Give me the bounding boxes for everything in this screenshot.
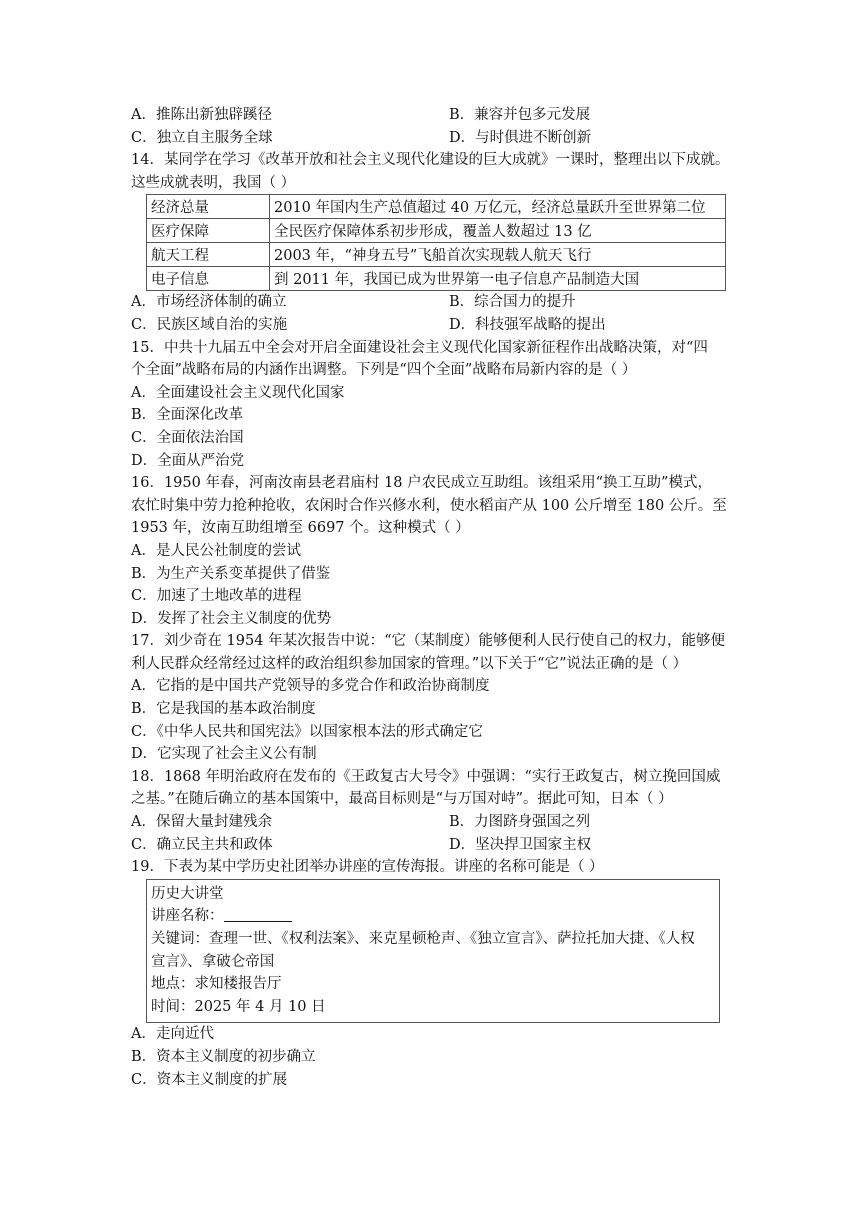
q17-stem-cont: 利人民群众经常经过这样的政治组织参加国家的管理。”以下关于“它”说法正确的是（ ） <box>131 655 688 672</box>
q18-options-row-1 <box>131 811 731 834</box>
q19-option-a[interactable]: A．走向近代 <box>131 1026 214 1043</box>
q15-option-d[interactable]: D．全面从严治党 <box>131 452 245 469</box>
q16-option-d[interactable]: D．发挥了社会主义制度的优势 <box>131 610 332 627</box>
q13-option-c[interactable]: C．独立自主服务全球 <box>131 129 273 146</box>
q16-option-b[interactable]: B．为生产关系变革提供了借鉴 <box>131 565 331 582</box>
q18-option-b[interactable]: B．力图跻身强国之列 <box>449 814 591 831</box>
q17-option-a[interactable]: A．它指的是中国共产党领导的多党合作和政治协商制度 <box>131 678 490 695</box>
q14-option-d[interactable]: D．科技强军战略的提出 <box>449 316 606 333</box>
q19-option-b[interactable]: B．资本主义制度的初步确立 <box>131 1048 316 1065</box>
q17-stem: 17．刘少奇在 1954 年某次报告中说：“它（某制度）能够便利人民行使自己的权力，能够便 <box>131 633 725 650</box>
q14-stem: 14．某同学在学习《改革开放和社会主义现代化建设的巨大成就》一课时，整理出以下成就。 <box>131 152 730 169</box>
q18-stem-cont: 之基。”在随后确立的基本国策中，最高目标则是“与万国对峙”。据此可知，日本（ ） <box>131 791 673 808</box>
poster-place: 地点：求知楼报告厅 <box>151 976 282 993</box>
table-cell-value: 2010 年国内生产总值超过 40 万亿元，经济总量跃升至世界第二位 <box>270 195 726 219</box>
poster-name-row <box>151 905 711 928</box>
q14-achievements-table <box>146 194 726 291</box>
q18-stem: 18．1868 年明治政府在发布的《王政复古大号令》中强调：“实行王政复古，树立挽回国威 <box>131 768 721 785</box>
table-cell-field: 航天工程 <box>147 243 270 267</box>
q14-stem-cont: 这些成就表明，我国（ ） <box>131 174 296 191</box>
q13-options-row-1 <box>131 104 731 127</box>
q13-options-row-2 <box>131 127 731 150</box>
q14-option-c[interactable]: C．民族区域自治的实施 <box>131 316 288 333</box>
poster-name-label: 讲座名称： <box>151 908 224 925</box>
q15-option-b[interactable]: B．全面深化改革 <box>131 407 244 424</box>
q19-option-c[interactable]: C．资本主义制度的扩展 <box>131 1071 288 1088</box>
q15-option-c[interactable]: C．全面依法治国 <box>131 429 244 446</box>
q16-stem: 16．1950 年春，河南汝南县老君庙村 18 户农民成立互助组。该组采用“换工互助”模式， <box>131 475 712 492</box>
table-row <box>147 195 726 219</box>
q16-option-c[interactable]: C．加速了土地改革的进程 <box>131 588 302 605</box>
q15-stem-cont: 个全面”战略布局的内涵作出调整。下列是“四个全面”战略布局新内容的是（ ） <box>131 362 637 379</box>
q15-stem: 15．中共十九届五中全会对开启全面建设社会主义现代化国家新征程作出战略决策，对“四 <box>131 339 708 356</box>
q18-option-d[interactable]: D．坚决捍卫国家主权 <box>449 836 592 853</box>
table-row <box>147 267 726 291</box>
q16-stem-cont: 1953 年，汝南互助组增至 6697 个。这种模式（ ） <box>131 520 470 537</box>
q19-lecture-poster <box>146 879 720 1024</box>
q18-option-c[interactable]: C．确立民主共和政体 <box>131 836 273 853</box>
q13-option-b[interactable]: B．兼容并包多元发展 <box>449 107 591 123</box>
q14-options-row-2 <box>131 314 731 337</box>
table-cell-value: 到 2011 年，我国已成为世界第一电子信息产品制造大国 <box>270 267 726 291</box>
q14-options-row-1 <box>131 291 731 314</box>
q16-stem-cont: 农忙时集中劳力抢种抢收，农闲时合作兴修水利，使水稻亩产从 100 公斤增至 180 公斤。至 <box>131 497 727 514</box>
table-row <box>147 219 726 243</box>
q13-option-a[interactable]: A．推陈出新独辟蹊径 <box>131 107 272 123</box>
q14-option-b[interactable]: B．综合国力的提升 <box>449 294 576 311</box>
q19-stem: 19．下表为某中学历史社团举办讲座的宣传海报。讲座的名称可能是（ ） <box>131 859 604 876</box>
q14-option-a[interactable]: A．市场经济体制的确立 <box>131 294 287 311</box>
q16-option-a[interactable]: A．是人民公社制度的尝试 <box>131 542 301 559</box>
q18-option-a[interactable]: A．保留大量封建残余 <box>131 814 272 831</box>
table-cell-value: 全民医疗保障体系初步形成，覆盖人数超过 13 亿 <box>270 219 726 243</box>
table-cell-value: 2003 年，“神身五号”飞船首次实现载人航天飞行 <box>270 243 726 267</box>
poster-title: 历史大讲堂 <box>151 885 224 902</box>
q17-option-b[interactable]: B．它是我国的基本政治制度 <box>131 701 316 718</box>
table-row <box>147 243 726 267</box>
exam-page <box>131 104 731 1091</box>
q17-option-c[interactable]: C．《中华人民共和国宪法》以国家根本法的形式确定它 <box>131 723 483 740</box>
poster-name-blank <box>224 907 292 922</box>
table-cell-field: 电子信息 <box>147 267 270 291</box>
q17-option-d[interactable]: D．它实现了社会主义公有制 <box>131 746 317 763</box>
poster-keywords: 关键词：查理一世、《权利法案》、来克星顿枪声、《独立宣言》、萨拉托加大捷、《人权 <box>151 931 695 947</box>
q15-option-a[interactable]: A．全面建设社会主义现代化国家 <box>131 384 345 401</box>
table-cell-field: 经济总量 <box>147 195 270 219</box>
poster-keywords-cont: 宣言》、拿破仑帝国 <box>151 953 275 970</box>
q13-option-d[interactable]: D．与时俱进不断创新 <box>449 129 592 146</box>
table-cell-field: 医疗保障 <box>147 219 270 243</box>
q18-options-row-2 <box>131 834 731 857</box>
poster-time: 时间：2025 年 4 月 10 日 <box>151 998 326 1015</box>
